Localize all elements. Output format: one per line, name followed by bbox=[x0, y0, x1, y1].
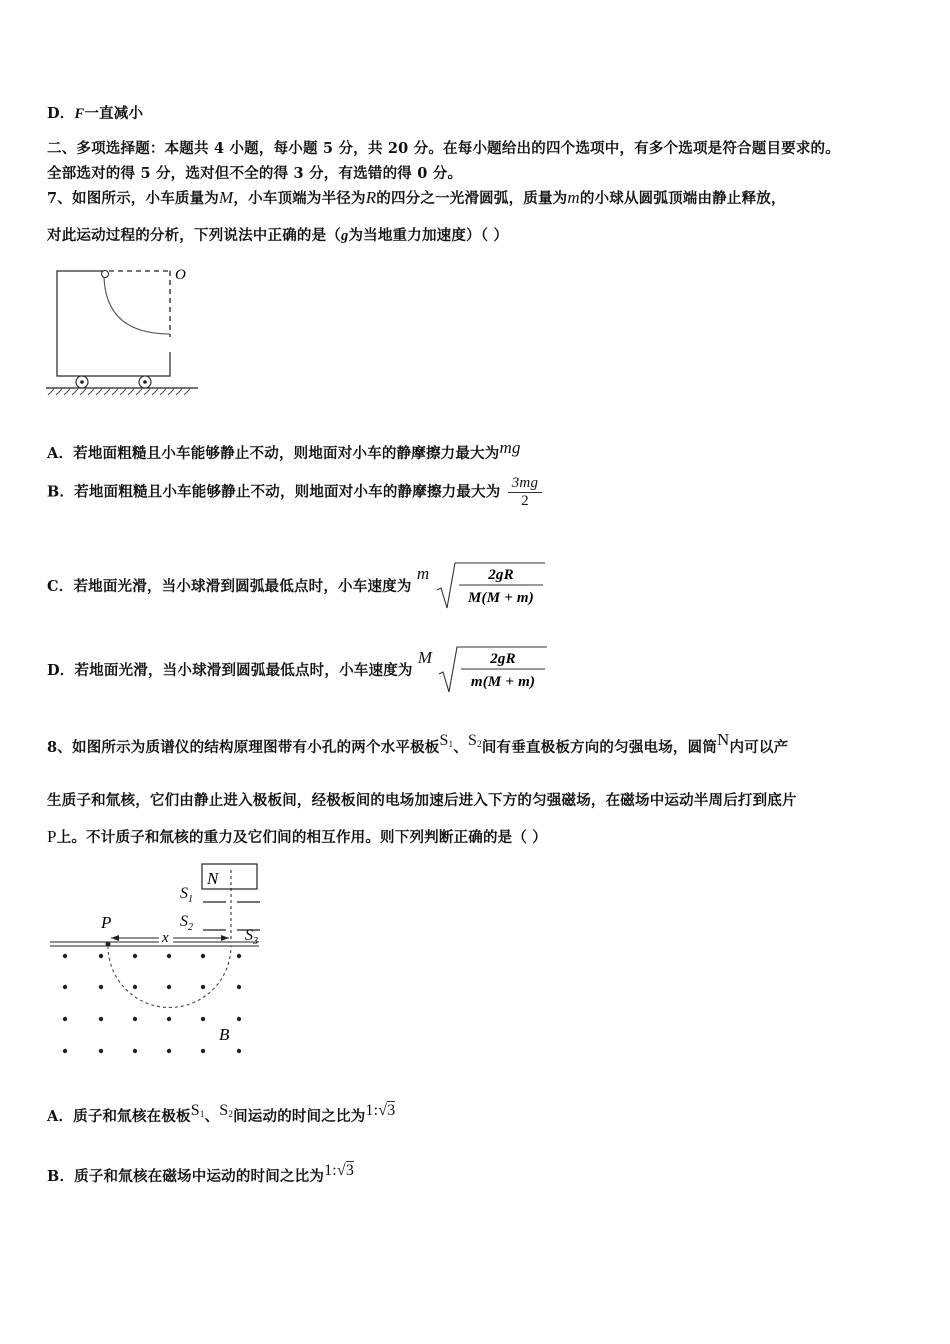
coef-m: m bbox=[416, 564, 430, 583]
ball bbox=[102, 271, 109, 278]
s-letter: S bbox=[439, 732, 449, 749]
label-b: B bbox=[219, 1025, 230, 1044]
q7-text: 的四分之一光滑圆弧，质量为 bbox=[376, 190, 568, 207]
sqrt-expression bbox=[437, 644, 549, 698]
var-P: P bbox=[47, 827, 57, 846]
var-S2 bbox=[219, 1102, 233, 1119]
subscript: 1 bbox=[448, 739, 454, 749]
label-p: P bbox=[101, 913, 112, 932]
option-label: B． bbox=[47, 483, 75, 501]
section2-line1: 二、多项选择题：本题共 4 小题，每小题 5 分，共 20 分。在每小题给出的四个选项中，有多个选项是符合题目要求的。 bbox=[47, 140, 840, 157]
ratio-expression bbox=[365, 1102, 395, 1119]
wheel-hub bbox=[80, 380, 84, 384]
q7-text: ，小车顶端为半径为 bbox=[233, 190, 366, 207]
label-s3: $S_3$ bbox=[245, 927, 258, 947]
ground-hatch bbox=[48, 389, 190, 395]
radical-sign bbox=[435, 560, 547, 610]
sqrt-symbol: √ bbox=[336, 1162, 346, 1179]
var-S2 bbox=[468, 732, 482, 749]
var-g: g bbox=[341, 228, 349, 244]
q7-stem-line1 bbox=[47, 187, 786, 208]
ratio-expression bbox=[324, 1162, 354, 1179]
subscript: 1 bbox=[199, 1109, 205, 1119]
option-label: D． bbox=[47, 105, 75, 122]
q8-text: 8、如图所示为质谱仪的结构原理图带有小孔的两个水平极板 bbox=[47, 739, 440, 756]
var-S1 bbox=[440, 732, 454, 749]
label-o: O bbox=[175, 267, 186, 283]
label-n: N bbox=[207, 869, 219, 888]
ratio-text: 1: bbox=[365, 1102, 379, 1119]
radicand: 3 bbox=[345, 1162, 355, 1179]
sqrt-expression bbox=[435, 560, 547, 614]
q7-figure-cart bbox=[40, 262, 210, 402]
option-text: 间运动的时间之比为 bbox=[233, 1108, 366, 1125]
option-label: C． bbox=[47, 578, 74, 595]
option-text: 若地面粗糙且小车能够静止不动，则地面对小车的静摩擦力最大为 bbox=[74, 483, 501, 501]
fraction-denominator: 2 bbox=[521, 493, 529, 509]
s-letter: S bbox=[219, 1102, 229, 1119]
option-label: B． bbox=[47, 1168, 75, 1185]
var-N: N bbox=[717, 730, 730, 749]
option-text: 、 bbox=[204, 1108, 220, 1125]
arrowhead-left bbox=[111, 935, 119, 941]
q8-option-a bbox=[47, 1102, 396, 1126]
option-text: 质子和氚核在极板 bbox=[73, 1108, 191, 1125]
sqrt-symbol: √ bbox=[378, 1102, 388, 1119]
radicand: 3 bbox=[387, 1102, 396, 1119]
cart-body bbox=[57, 271, 170, 376]
var-M: M bbox=[219, 188, 234, 207]
fraction-numerator: 2gR bbox=[490, 651, 517, 667]
q7-text: 7、如图所示，小车质量为 bbox=[47, 190, 219, 207]
label-x: x bbox=[162, 930, 169, 946]
fraction-3mg-over-2 bbox=[508, 475, 542, 510]
option-label: D． bbox=[47, 662, 75, 679]
q8-text: 内可以产 bbox=[729, 739, 789, 756]
label-s2: $S_2$ bbox=[180, 913, 193, 933]
option-text: 一直减小 bbox=[84, 105, 144, 122]
fraction-denominator: M(M + m) bbox=[467, 590, 534, 606]
option-text: 质子和氚核在磁场中运动的时间之比为 bbox=[74, 1168, 325, 1185]
wheel-hub bbox=[143, 380, 147, 384]
option-text: 若地面光滑，当小球滑到圆弧最低点时，小车速度为 bbox=[74, 662, 413, 679]
q8-option-b bbox=[47, 1162, 355, 1186]
prev-option-d bbox=[47, 102, 143, 123]
subscript: 2 bbox=[228, 1109, 234, 1119]
s-letter: S bbox=[190, 1102, 200, 1119]
magnetic-field-dots bbox=[63, 954, 241, 1053]
q7-text: 为当地重力加速度）（ ） bbox=[348, 227, 509, 244]
q8-text: 间有垂直极板方向的匀强电场，圆筒 bbox=[481, 739, 718, 756]
option-label: A． bbox=[47, 445, 74, 462]
option-text: 若地面光滑，当小球滑到圆弧最低点时，小车速度为 bbox=[73, 578, 412, 595]
expr-mg: mg bbox=[499, 438, 521, 457]
option-label: A． bbox=[47, 1108, 74, 1125]
quarter-arc bbox=[104, 277, 170, 334]
q7-option-d bbox=[47, 644, 549, 698]
section2-line2: 全部选对的得 5 分，选对但不全的得 3 分，有选错的得 0 分。 bbox=[47, 165, 463, 182]
fraction-numerator: 2gR bbox=[487, 567, 514, 583]
q8-figure-mass-spectrometer bbox=[45, 860, 275, 1065]
q7-text: 的小球从圆弧顶端由静止释放， bbox=[579, 190, 786, 207]
fraction-numerator: 3mg bbox=[508, 475, 542, 493]
s-letter: S bbox=[468, 732, 478, 749]
q7-text: 对此运动过程的分析，下列说法中正确的是（ bbox=[47, 227, 341, 244]
subscript: 2 bbox=[477, 739, 482, 749]
ratio-text: 1: bbox=[324, 1162, 337, 1179]
option-text: 若地面粗糙且小车能够静止不动，则地面对小车的静摩擦力最大为 bbox=[73, 445, 500, 462]
radical-sign bbox=[437, 644, 549, 694]
q8-stem-line1 bbox=[47, 730, 789, 757]
var-S1 bbox=[191, 1102, 205, 1119]
q7-stem-line2 bbox=[47, 224, 508, 245]
fraction-denominator: m(M + m) bbox=[471, 674, 536, 690]
q8-text: 上。不计质子和氚核的重力及它们间的相互作用。则下列判断正确的是（ ） bbox=[56, 829, 548, 846]
var-f: F bbox=[74, 106, 85, 122]
coef-M: M bbox=[417, 648, 433, 667]
var-R: R bbox=[365, 188, 377, 207]
point-p bbox=[106, 942, 111, 947]
q7-option-c bbox=[47, 560, 547, 614]
q7-option-a bbox=[47, 438, 521, 463]
var-m: m bbox=[567, 188, 580, 207]
q8-stem-line3 bbox=[47, 826, 547, 847]
q8-stem-line2: 生质子和氚核，它们由静止进入极板间，经极板间的电场加速后进入下方的匀强磁场，在磁场中运动半周后打到底片 bbox=[47, 792, 797, 809]
q8-text: 、 bbox=[453, 739, 469, 756]
q7-option-b bbox=[47, 475, 542, 510]
label-s1: $S_1$ bbox=[180, 885, 193, 905]
arrowhead-right bbox=[221, 935, 229, 941]
